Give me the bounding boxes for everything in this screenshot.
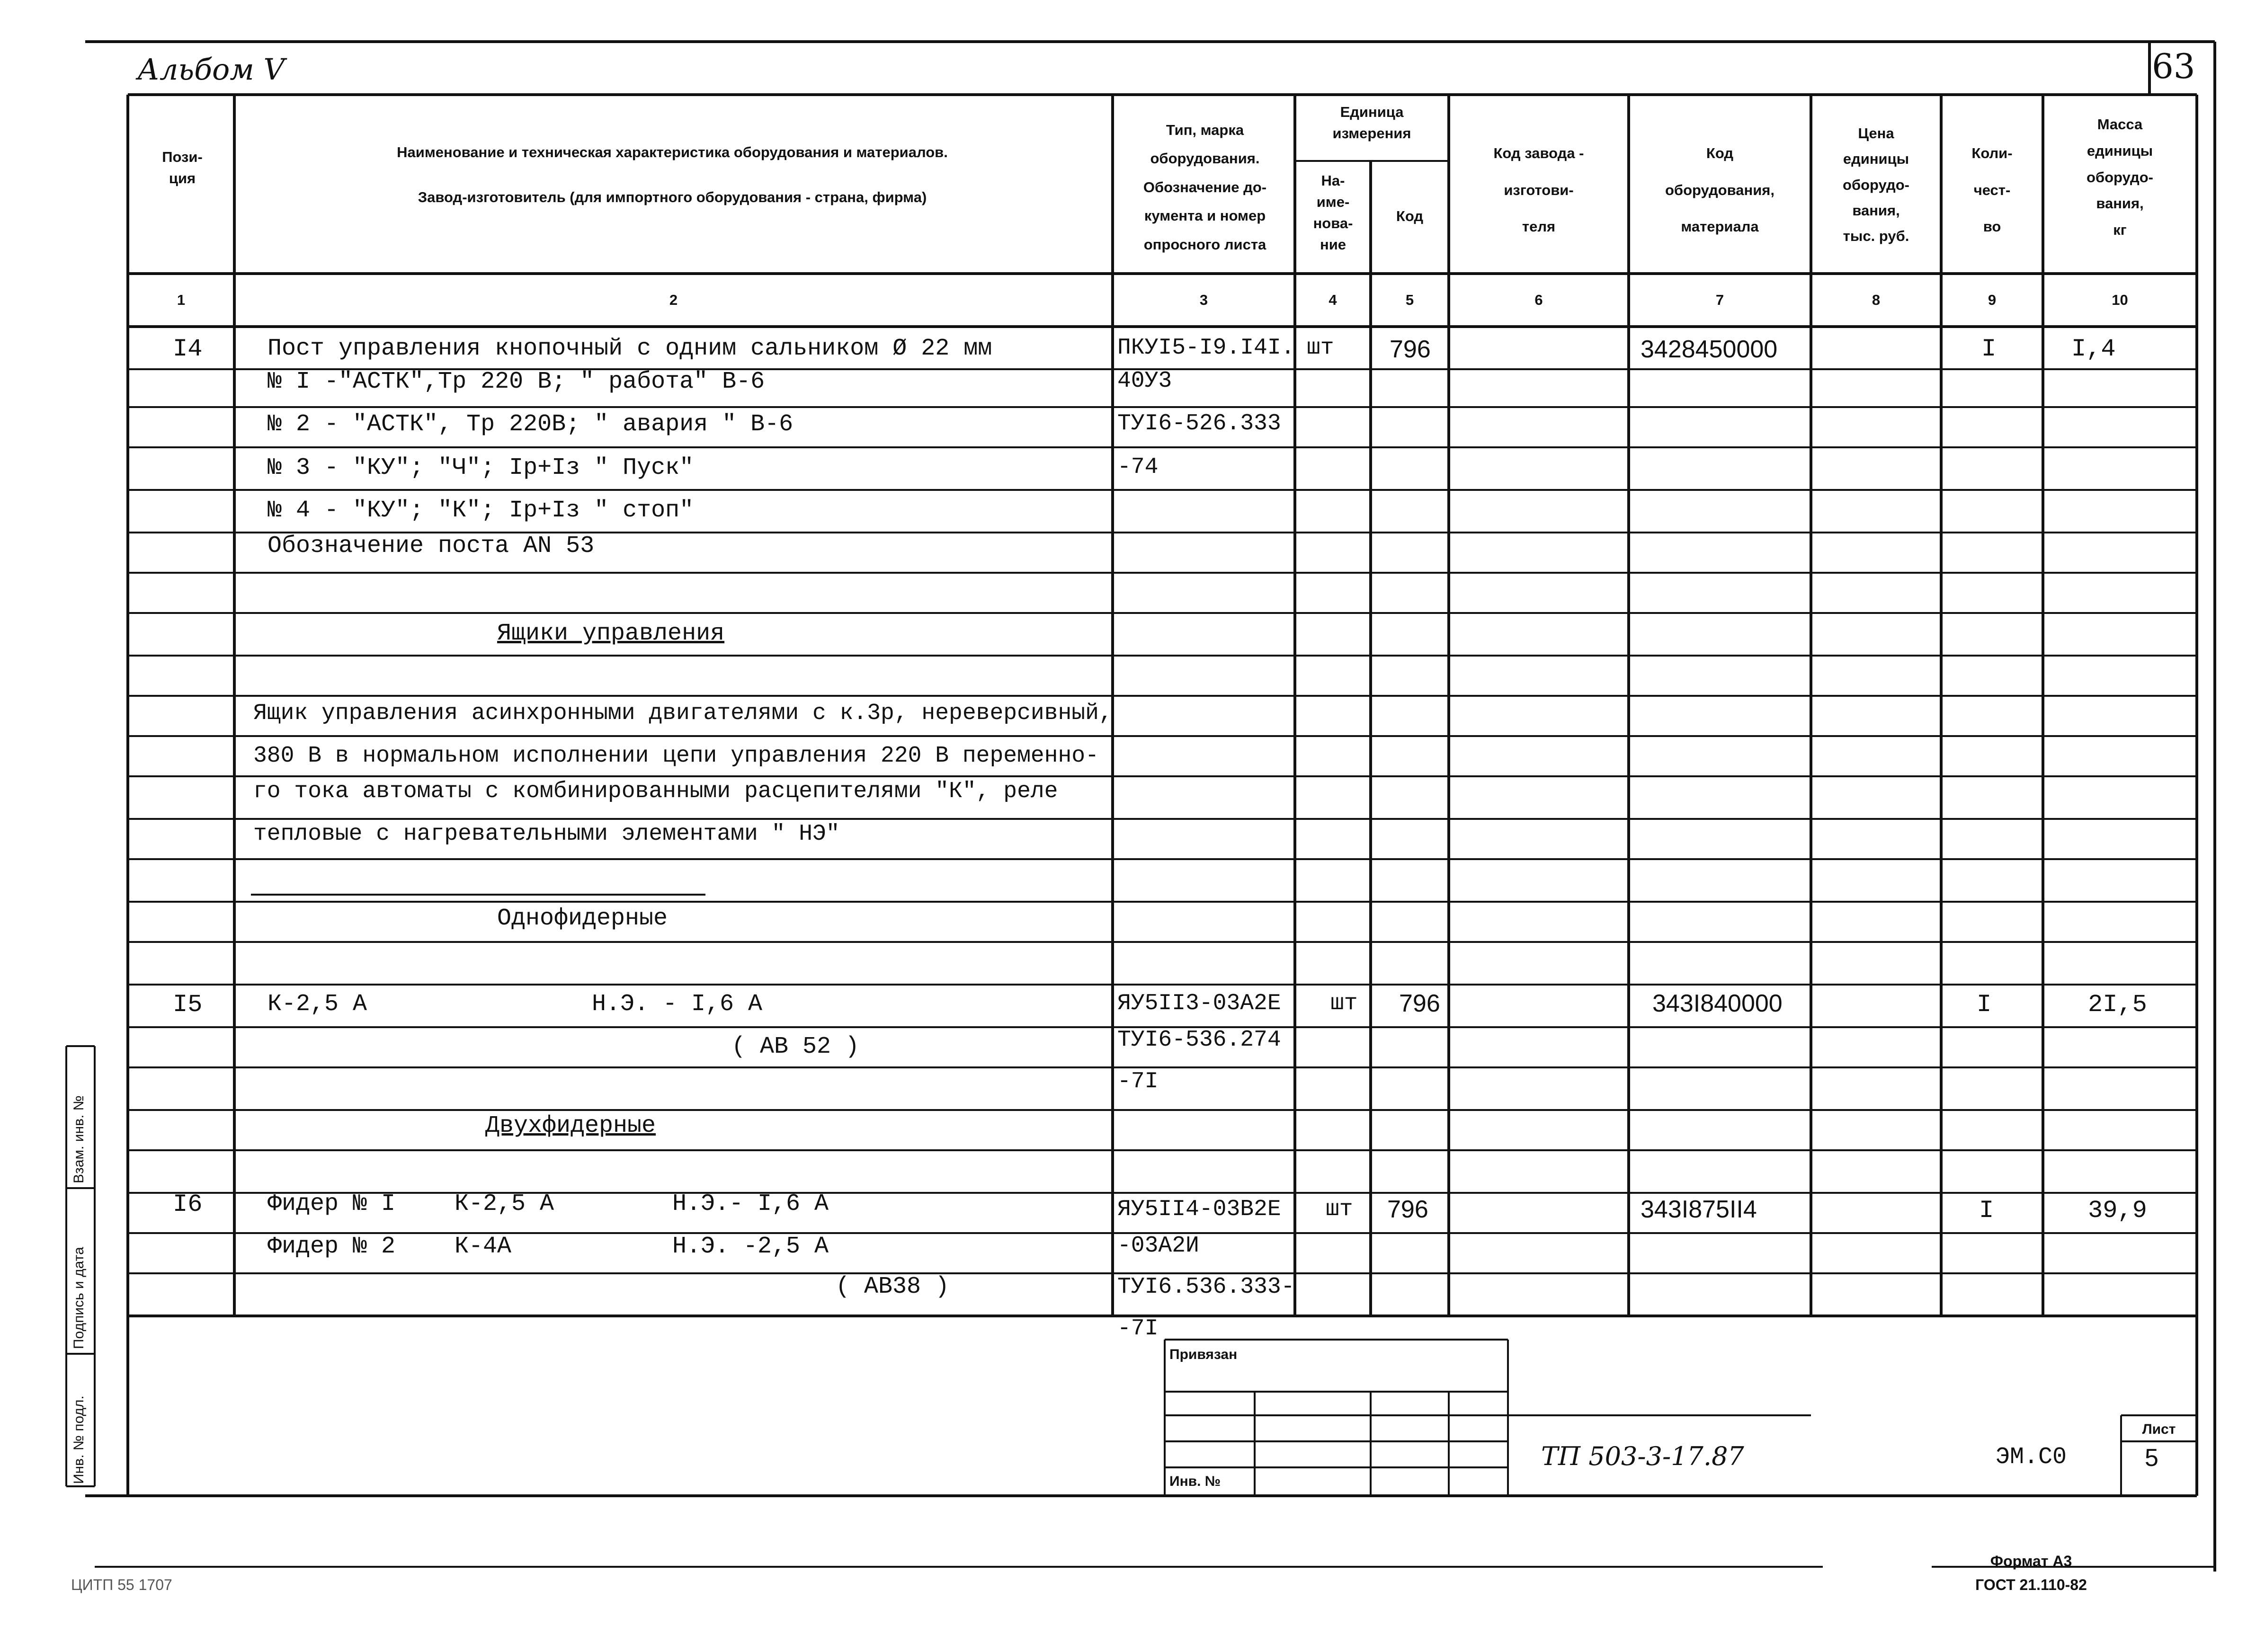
row-16-feeder-2: Фидер № 2: [268, 1233, 396, 1260]
boxes-desc-line2: 380 В в нормальном исполнении цепи управления 220 В переменно-: [253, 743, 1099, 769]
row-14-name-line5: № 4 - "КУ"; "К"; Iр+Iз " стоп": [268, 497, 694, 524]
page-number: 63: [2152, 46, 2195, 86]
row-14-name-line2: № I -"АСТК",Тр 220 В; " работа" В-6: [268, 368, 765, 395]
row-16-position: I6: [173, 1190, 203, 1218]
header-name-line1: Наименование и техническая характеристика оборудования и материалов.: [397, 144, 948, 160]
row-15-breaker: К-2,5 А: [268, 991, 367, 1018]
row-15-code: 796: [1399, 990, 1440, 1017]
row-14-name-line6: Обозначение поста AN 53: [268, 533, 595, 560]
colnum-3: 3: [1199, 292, 1208, 308]
row-14-qty: I: [1981, 335, 1997, 363]
section-single-feeder: Однофидерные: [497, 905, 668, 932]
boxes-desc-line3: го тока автоматы с комбинированными расцепителями "К", реле: [253, 779, 1058, 804]
colnum-7: 7: [1715, 292, 1724, 308]
stamp-inv-no: Инв. №: [1169, 1474, 1221, 1489]
document-code: ТП 503-3-17.87: [1541, 1441, 1744, 1471]
row-15-unit: шт: [1330, 991, 1358, 1016]
colnum-10: 10: [2112, 292, 2128, 308]
colnum-4: 4: [1329, 292, 1337, 308]
row-14-name-line3: № 2 - "АСТК", Тр 220В; " авария " В-6: [268, 411, 794, 438]
row-15-designation: ( АВ 52 ): [731, 1033, 860, 1060]
row-16-heater-1: Н.Э.- I,6 А: [672, 1190, 829, 1217]
row-15-type-2: ТУI6-536.274: [1117, 1027, 1281, 1053]
row-16-feeder-1: Фидер № I: [268, 1190, 396, 1217]
row-14-type-4: -74: [1117, 454, 1159, 480]
row-14-type-3: ТУI6-526.333: [1117, 411, 1281, 436]
row-14-type-2: 40У3: [1117, 368, 1172, 394]
row-16-breaker-1: К-2,5 А: [455, 1190, 554, 1217]
row-15-position: I5: [173, 991, 203, 1019]
colnum-1: 1: [177, 292, 186, 308]
header-mass: Масса единицы оборудо- вания, кг: [2087, 116, 2153, 239]
side-inv-podl: Инв. № подл.: [71, 1395, 87, 1484]
row-15-mass: 2I,5: [2088, 991, 2147, 1019]
header-equip-code: Код оборудования, материала: [1665, 145, 1775, 235]
row-16-type-1: ЯУ5II4-03В2Е: [1117, 1197, 1281, 1222]
sheet-label: Лист: [2142, 1421, 2176, 1437]
sheet-number: 5: [2145, 1444, 2158, 1472]
colnum-2: 2: [669, 292, 678, 308]
header-qty: Коли- чест- во: [1971, 145, 2013, 235]
colnum-8: 8: [1872, 292, 1881, 308]
row-14-code: 796: [1390, 336, 1431, 363]
header-maker-code: Код завода - изготови- теля: [1493, 145, 1584, 235]
section-double-feeder: Двухфидерные: [485, 1112, 656, 1139]
document-mark: ЭМ.С0: [1996, 1444, 2067, 1471]
footer-format: Формат А3: [1990, 1553, 2072, 1570]
header-unit-code: Код: [1396, 208, 1424, 224]
row-14-type-1: ПКУI5-I9.I4I.: [1117, 335, 1295, 361]
side-podpis-data: Подпись и дата: [71, 1247, 87, 1349]
header-price: Цена единицы оборудо- вания, тыс. руб.: [1843, 125, 1909, 244]
row-14-name-line4: № 3 - "КУ"; "Ч"; Iр+Iз " Пуск": [268, 454, 694, 481]
row-15-heater: Н.Э. - I,6 А: [592, 991, 763, 1018]
album-label: Альбом Ⅴ: [137, 52, 285, 87]
row-14-equip-code: 3428450000: [1641, 336, 1778, 363]
row-14-name-line1: Пост управления кнопочный с одним сальником Ø 22 мм: [268, 335, 992, 362]
row-16-designation: ( АВ38 ): [836, 1273, 950, 1300]
header-type: Тип, марка оборудования. Обозначение до- кумента и номер опросного листа: [1143, 122, 1267, 253]
stamp-privyazan: Привязан: [1169, 1347, 1238, 1362]
row-16-type-3: ТУI6.536.333-: [1117, 1274, 1295, 1300]
row-16-type-4: -7I: [1117, 1316, 1159, 1341]
colnum-6: 6: [1534, 292, 1543, 308]
row-16-heater-2: Н.Э. -2,5 А: [672, 1233, 829, 1260]
section-control-boxes: Ящики управления: [497, 620, 725, 647]
row-16-qty: I: [1979, 1197, 1994, 1225]
footer-left-stamp: ЦИТП 55 1707: [71, 1576, 172, 1593]
row-16-unit: шт: [1326, 1197, 1353, 1222]
row-15-type-3: -7I: [1117, 1069, 1159, 1094]
colnum-5: 5: [1405, 292, 1414, 308]
header-name-line2: Завод-изготовитель (для импортного оборудования - страна, фирма): [418, 189, 927, 205]
row-15-qty: I: [1977, 991, 1992, 1019]
row-16-mass: 39,9: [2088, 1197, 2147, 1225]
side-vzam-inv: Взам. инв. №: [71, 1095, 87, 1183]
footer-gost: ГОСТ 21.110-82: [1975, 1576, 2087, 1593]
boxes-desc-line1: Ящик управления асинхронными двигателями с к.3р, нереверсивный,: [253, 701, 1113, 726]
colnum-9: 9: [1988, 292, 1997, 308]
row-16-type-2: -03А2И: [1117, 1233, 1199, 1259]
row-15-type-1: ЯУ5II3-03А2Е: [1117, 991, 1281, 1016]
header-position: Пози- ция: [162, 149, 203, 187]
row-15-equip-code: 343I840000: [1652, 990, 1783, 1017]
header-unit-name: На- име- нова- ние: [1313, 172, 1353, 253]
row-14-mass: I,4: [2071, 335, 2116, 363]
boxes-desc-line4: тепловые с нагревательными элементами " НЭ": [253, 821, 840, 847]
row-14-position: I4: [173, 335, 203, 363]
row-16-breaker-2: К-4А: [455, 1233, 512, 1260]
row-16-equip-code: 343I875II4: [1641, 1196, 1757, 1223]
row-16-code: 796: [1387, 1196, 1428, 1223]
row-14-unit: шт: [1307, 335, 1334, 361]
header-unit: Единица измерения: [1332, 104, 1411, 142]
